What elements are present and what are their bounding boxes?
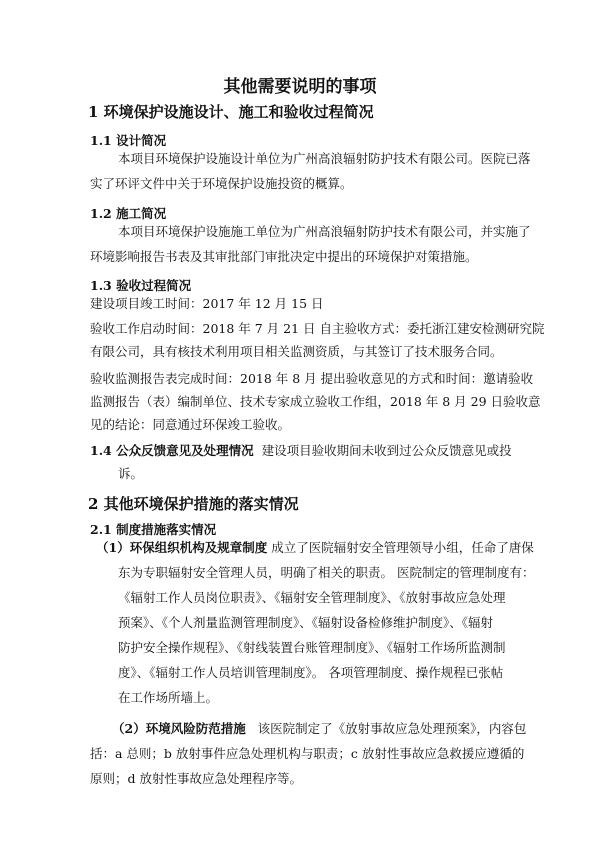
section-1-3-line-5: 监测报告（表）编制单位、技术专家成立验收工作组，2018 年 8 月 29 日验收意 — [90, 394, 541, 409]
item-1-line-3: 《辐射工作人员岗位职责》、《辐射安全管理制度》、《放射事故应急处理 — [118, 590, 506, 605]
item-2-line-2: 括：a 总则；b 放射事件应急处理机构与职责；c 放射性事故应急救援应遵循的 — [90, 746, 525, 761]
section-1-3-line-6: 见的结论：同意通过环保竣工验收。 — [90, 417, 291, 432]
section-1-3-line-2: 验收工作启动时间：2018 年 7 月 21 日 自主验收方式：委托浙江建安检测研究院 — [90, 321, 545, 336]
section-1-4-text: 建设项目验收期间未收到过公众反馈意见或投 — [261, 443, 512, 458]
section-1-2-line-2: 环境影响报告书表及其审批部门审批决定中提出的环境保护对策措施。 — [90, 249, 478, 264]
item-1-line-6: 度》、《辐射工作人员培训管理制度》。 各项管理制度、操作规程已张帖 — [118, 665, 504, 680]
section-1-3-line-1: 建设项目竣工时间：2017 年 12 月 15 日 — [90, 296, 324, 311]
item-1-label: （1）环保组织机构及规章制度 — [96, 540, 268, 555]
section-1-2-line-1: 本项目环境保护设施施工单位为广州高浪辐射防护技术有限公司，并实施了 — [118, 224, 531, 239]
section-1-3-line-3: 有限公司，具有核技术利用项目相关监测资质，与其签订了技术服务合同。 — [90, 344, 503, 359]
section-1-1-heading: 1.1 设计简况 — [90, 133, 167, 148]
section-1-4-line-1 — [90, 438, 512, 463]
section-1-4-heading: 1.4 公众反馈意见及处理情况 — [90, 443, 254, 458]
section-1-3-heading: 1.3 验收过程简况 — [90, 278, 192, 293]
item-2-label: （2）环境风险防范措施 — [112, 721, 246, 736]
item-2-text: 该医院制定了《放射事故应急处理预案》，内容包 — [257, 721, 527, 736]
section-1-2-heading: 1.2 施工简况 — [90, 206, 167, 221]
section-1-4-line-2: 诉。 — [118, 466, 144, 481]
section-1-heading: 1 环境保护设施设计、施工和验收过程简况 — [88, 103, 374, 121]
item-2-line-3: 原则；d 放射性事故应急处理程序等。 — [90, 771, 302, 786]
item-1-text: 成立了医院辐射安全管理领导小组，任命了唐保 — [271, 540, 534, 555]
section-1-1-line-1: 本项目环境保护设施设计单位为广州高浪辐射防护技术有限公司。医院已落 — [118, 151, 531, 166]
section-1-3-line-4: 验收监测报告表完成时间：2018 年 8 月 提出验收意见的方式和时间：邀请验收 — [90, 371, 534, 386]
section-2-1-heading: 2.1 制度措施落实情况 — [90, 522, 217, 537]
item-1-line-2: 东为专职辐射安全管理人员，明确了相关的职责。 医院制定的管理制度有： — [118, 565, 535, 580]
section-2-heading: 2 其他环境保护措施的落实情况 — [88, 495, 299, 513]
item-1-line-1 — [96, 535, 534, 560]
item-1-line-7: 在工作场所墙上。 — [118, 690, 219, 705]
page-title: 其他需要说明的事项 — [223, 77, 377, 97]
item-1-line-5: 防护安全操作规程》、《射线装置台账管理制度》、《辐射工作场所监测制 — [118, 640, 506, 655]
section-1-1-line-2: 实了环评文件中关于环境保护设施投资的概算。 — [90, 176, 353, 191]
item-1-line-4: 预案》、《个人剂量监测管理制度》、《辐射设备检修维护制度》、《辐射 — [118, 615, 494, 630]
item-2-line-1 — [112, 716, 526, 741]
